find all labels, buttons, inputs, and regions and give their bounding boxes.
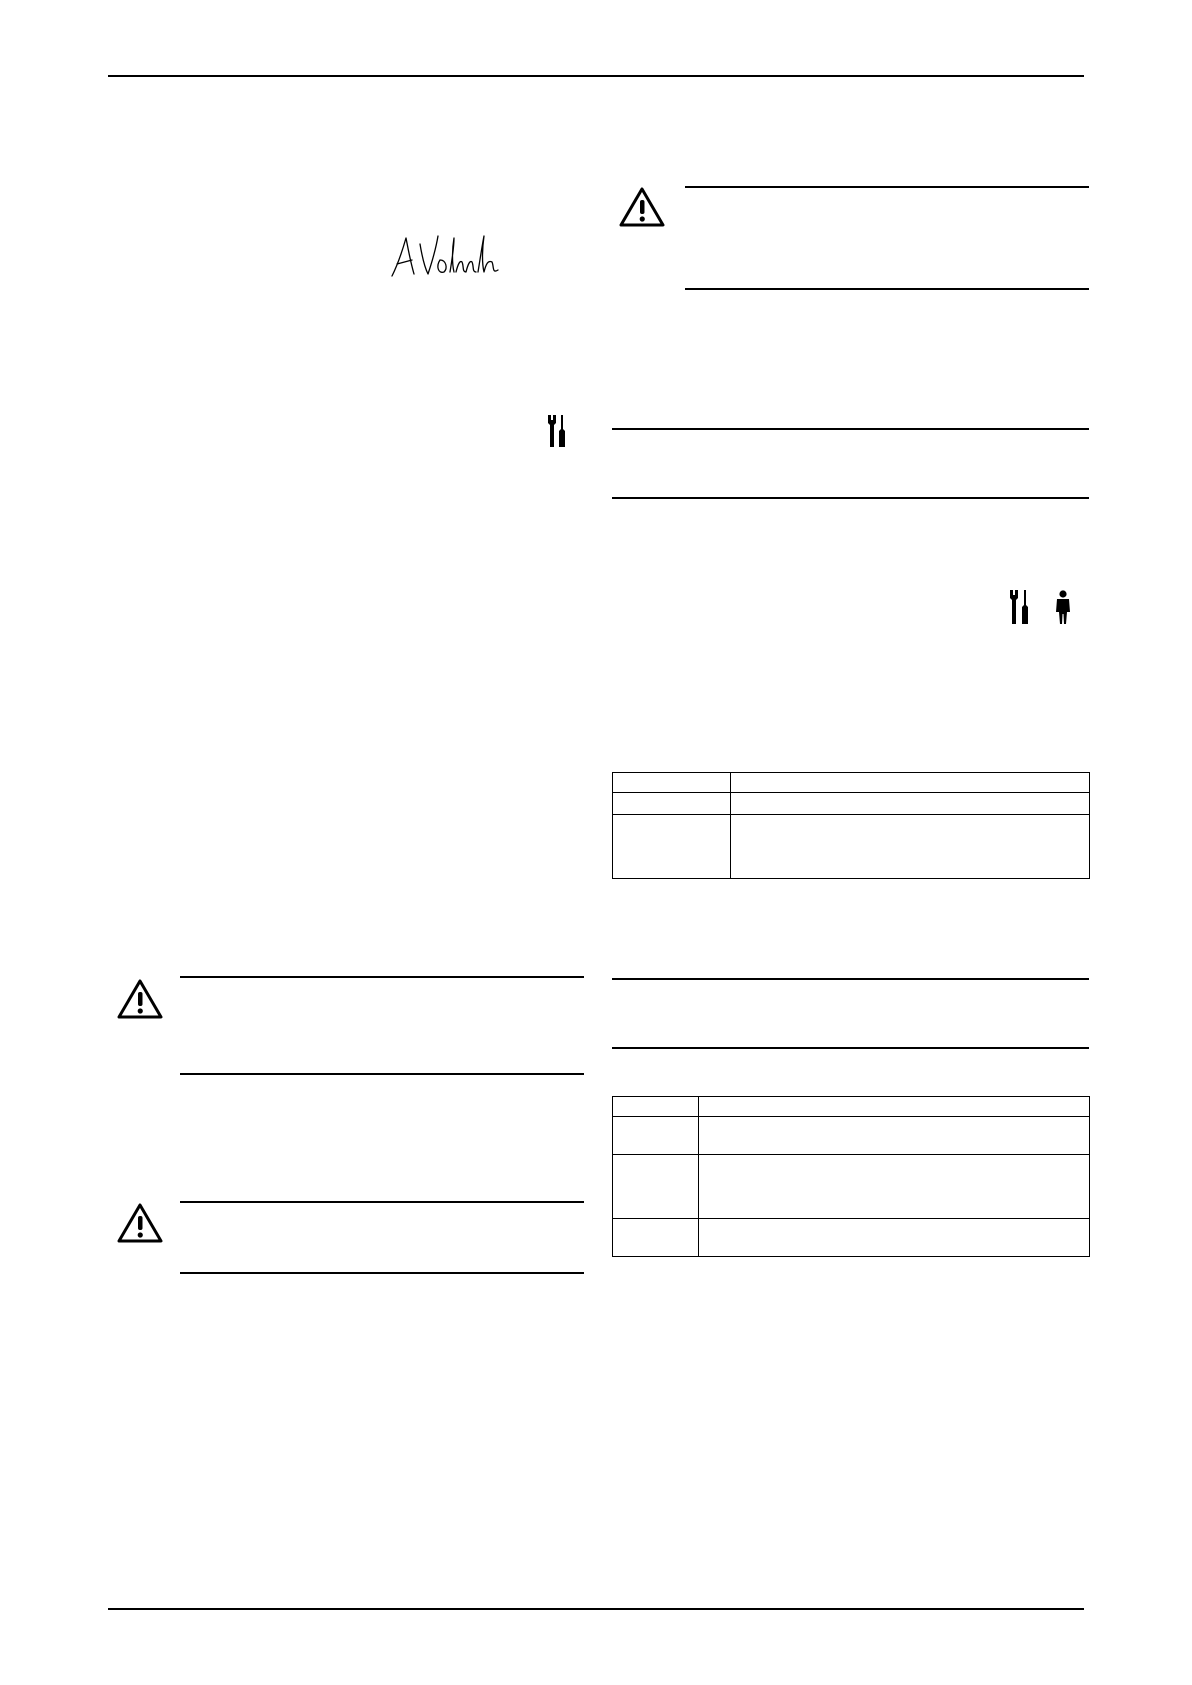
table-cell bbox=[699, 1117, 1090, 1155]
table-cell bbox=[613, 793, 731, 815]
table-cell bbox=[613, 815, 731, 879]
table-cell bbox=[731, 793, 1090, 815]
wrench-screwdriver-icon bbox=[548, 415, 566, 447]
table-cell bbox=[613, 773, 731, 793]
spec-table-2 bbox=[612, 1096, 1090, 1257]
header-rule bbox=[108, 75, 1084, 77]
table-row bbox=[613, 1097, 1090, 1117]
table-row bbox=[613, 1219, 1090, 1257]
warning-triangle-icon bbox=[618, 186, 666, 228]
wrench-screwdriver-icon bbox=[1010, 590, 1030, 624]
table-cell bbox=[699, 1219, 1090, 1257]
warning-box-2-bottom-rule bbox=[180, 1073, 584, 1075]
note-box-2-top-rule bbox=[612, 978, 1089, 980]
table-cell bbox=[731, 773, 1090, 793]
table-row bbox=[613, 773, 1090, 793]
footer-rule bbox=[108, 1608, 1084, 1610]
table-row bbox=[613, 1117, 1090, 1155]
warning-box-1-bottom-rule bbox=[685, 288, 1089, 290]
note-box-1-top-rule bbox=[612, 428, 1089, 430]
table-cell bbox=[699, 1097, 1090, 1117]
signature bbox=[388, 230, 503, 280]
table-cell bbox=[699, 1155, 1090, 1219]
warning-triangle-icon bbox=[116, 1202, 164, 1244]
table-cell bbox=[613, 1155, 699, 1219]
table-cell bbox=[613, 1097, 699, 1117]
warning-box-1-top-rule bbox=[685, 186, 1089, 188]
table-cell bbox=[613, 1117, 699, 1155]
table-row bbox=[613, 815, 1090, 879]
warning-box-3-top-rule bbox=[180, 1201, 584, 1203]
warning-triangle-icon bbox=[116, 978, 164, 1020]
note-box-1-bottom-rule bbox=[612, 497, 1089, 499]
spec-table-1 bbox=[612, 772, 1090, 879]
warning-box-2-top-rule bbox=[180, 976, 584, 978]
table-cell bbox=[613, 1219, 699, 1257]
person-icon bbox=[1055, 590, 1071, 624]
table-row bbox=[613, 793, 1090, 815]
table-cell bbox=[731, 815, 1090, 879]
note-box-2-bottom-rule bbox=[612, 1047, 1089, 1049]
table-row bbox=[613, 1155, 1090, 1219]
warning-box-3-bottom-rule bbox=[180, 1272, 584, 1274]
